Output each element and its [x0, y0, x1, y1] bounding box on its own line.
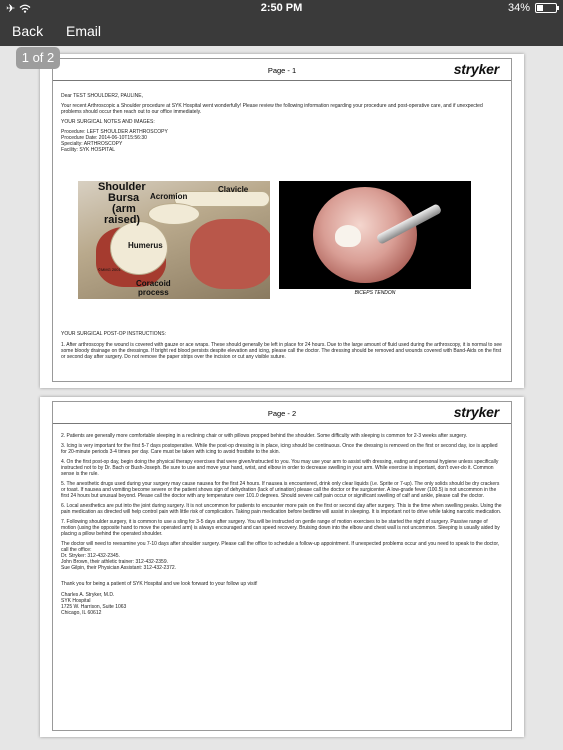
instruction-7: 7. Following shoulder surgery, it is common to use a sling for 3-5 days after surgery. You will be instructed on gentle range of motion exercises to be started the night of surgery. Passive range of motion (using the opposite hand to move the operated arm) is always encouraged and can speed recovery. Bruising down into the elbow and chest wall is not uncommon. Sleeping is usually aided by placing a pillow behind the operated shoulder.	[61, 519, 500, 537]
instruction-5: 5. The anesthetic drugs used during your surgery may cause nausea for the first 24 hours. If nausea is encountered, drink only clear liquids (i.e. Sprite or 7-up). The only solids should be dry crackers or toast. If nausea and vomiting become severe or the patient shows sign of dehydration (lack of urination) please call the doctor or the surgicenter. A low-grade fever (100.5) is not uncommon in the first 24 hours but unusual beyond. Please call the doctor with any temperature over 101.0 degrees. Should severe calf pain occur or significant swelling of calf and ankle, please call the doctor.	[61, 481, 500, 499]
page-1-header	[53, 59, 511, 81]
instruction-3: 3. Icing is very important for the first 5-7 days postoperative. While the post-op dressing is in place, icing should be continuous. Once the dressing is removed on the first or second day, ice is applied for 20-minute periods 3-4 times per day. Care must be taken with icing to avoid frostbite to the skin.	[61, 443, 498, 455]
stryker-logo: stryker	[453, 404, 499, 420]
procedure-date-line: Procedure Date: 2014-06-10T15:56:30	[61, 135, 147, 141]
scope-view-disc	[313, 187, 417, 283]
signature-line: Chicago, IL 60612	[61, 610, 102, 616]
battery-percent: 34%	[507, 2, 530, 14]
status-time: 2:50 PM	[260, 2, 303, 14]
intro-text: Your recent Arthroscopic a Shoulder procedure at SYK Hospital went wonderfully! Please review the following information regarding your procedure and post-operative care, and if unexpected problems should occur then reach out to our office immediately.	[61, 103, 483, 115]
facility-line: Facility: SYK HOSPITAL	[61, 147, 116, 153]
nav-bar	[0, 18, 563, 46]
page-2-body	[61, 433, 503, 616]
page-1-body-lower	[61, 331, 503, 364]
specialty-line: Specialty: ARTHROSCOPY	[61, 141, 123, 147]
signature-line: 1725 W. Harrison, Suite 1063	[61, 604, 127, 610]
battery-fill	[537, 5, 543, 11]
page-2-frame	[52, 401, 512, 731]
contact-line: Dr. Stryker: 312-432-2345.	[61, 553, 120, 559]
label-arm: (arm	[112, 203, 136, 215]
tendon-shape	[335, 225, 361, 247]
signature-line: Charles A. Stryker, M.D.	[61, 592, 115, 598]
document-page-2[interactable]	[40, 397, 524, 737]
page-2-title: Page - 2	[267, 409, 297, 418]
thanks-text: Thank you for being a patient of SYK Hospital and we look forward to your follow up visit!	[61, 581, 258, 587]
signature-line: SYK Hospital	[61, 598, 91, 604]
followup-text: The doctor will need to reexamine you 7-10 days after shoulder surgery. Please call the office to schedule a follow-up appointment. If unexpected problems occur and you need to speak to the doctor, call the office:	[61, 541, 500, 553]
label-raised: raised)	[104, 214, 141, 226]
status-right	[508, 2, 557, 14]
arthroscopic-image-caption: BICEPS TENDON	[354, 290, 396, 296]
email-button[interactable]: Email	[66, 23, 102, 39]
acromion-bone-shape	[148, 203, 200, 225]
instruction-4: 4. On the first post-op day, begin doing the physical therapy exercises that were given/instructed to you. You may use your arm to assist with dressing, eating and personal hygiene unless specifically instructed not to by Dr. Bach or Bush-Joseph. Be sure to use and move your hand, wrist, and elbow in order to decrease swelling in your arm. While exercise is important, don't over-do it. Common sense is the rule.	[61, 459, 499, 477]
shoulder-anatomy-image	[78, 181, 270, 299]
contact-line: Sue Gilpin, their Physician Assistant: 312-432-2372.	[61, 565, 177, 571]
label-coracoid: Coracoid	[136, 279, 171, 288]
postop-heading: YOUR SURGICAL POST-OP INSTRUCTIONS:	[61, 331, 167, 337]
airplane-mode-icon: ✈	[6, 3, 16, 15]
page-counter: 1 of 2	[16, 47, 60, 69]
page-1-title: Page - 1	[267, 66, 297, 75]
status-bar	[0, 0, 563, 18]
pectoral-muscle-shape	[190, 219, 270, 289]
instruction-6: 6. Local anesthetics are put into the joint during surgery. It is not uncommon for patients to encounter more pain on the first or second day after surgery. This is the time when swelling peaks. Using the pain medication as directed will help control pain with little risk of complication. Taking pain medication before bedtime will assist in sleeping. It is important not to drive while taking narcotic medication.	[61, 503, 502, 515]
page-1-frame	[52, 58, 512, 382]
contact-line: John Brown, their athletic trainer: 312-432-2359.	[61, 559, 169, 565]
page-2-header	[53, 402, 511, 424]
instruction-2: 2. Patients are generally more comfortable sleeping in a reclining chair or with pillows propped behind the shoulder. Some difficulty with sleeping is common for 2-3 weeks after surgery.	[61, 433, 468, 439]
instruction-1: 1. After arthroscopy the wound is covered with gauze or ace wraps. These should generally be left in place for 24 hours. Due to the large amount of fluid used during the arthroscopy, it is normal to see some bloody drainage on the dressings. If bright red blood persists despite elevation and icing, please call the doctor. The dressing should be removed and wounds covered with Band-Aids on the first or second day after surgery. Do not remove the paper strips over the incision or cut any visible suture.	[61, 342, 502, 360]
notes-heading: YOUR SURGICAL NOTES AND IMAGES:	[61, 119, 155, 125]
label-shoulder: Shoulder	[98, 181, 146, 193]
label-humerus: Humerus	[128, 241, 163, 250]
label-bursa: Bursa	[108, 192, 140, 204]
procedure-line: Procedure: LEFT SHOULDER ARTHROSCOPY	[61, 129, 168, 135]
page-1-body	[61, 93, 503, 153]
label-copyright: ©MMG 2001	[98, 267, 121, 272]
label-clavicle: Clavicle	[218, 185, 249, 194]
arthroscopic-image	[279, 181, 471, 289]
greeting: Dear TEST SHOULDER2, PAULINE,	[61, 93, 143, 99]
label-acromion: Acromion	[150, 192, 188, 201]
back-button[interactable]: Back	[12, 23, 44, 39]
document-page-1[interactable]	[40, 54, 524, 388]
battery-icon	[535, 3, 557, 13]
stryker-logo: stryker	[453, 61, 499, 77]
label-process: process	[138, 288, 169, 297]
